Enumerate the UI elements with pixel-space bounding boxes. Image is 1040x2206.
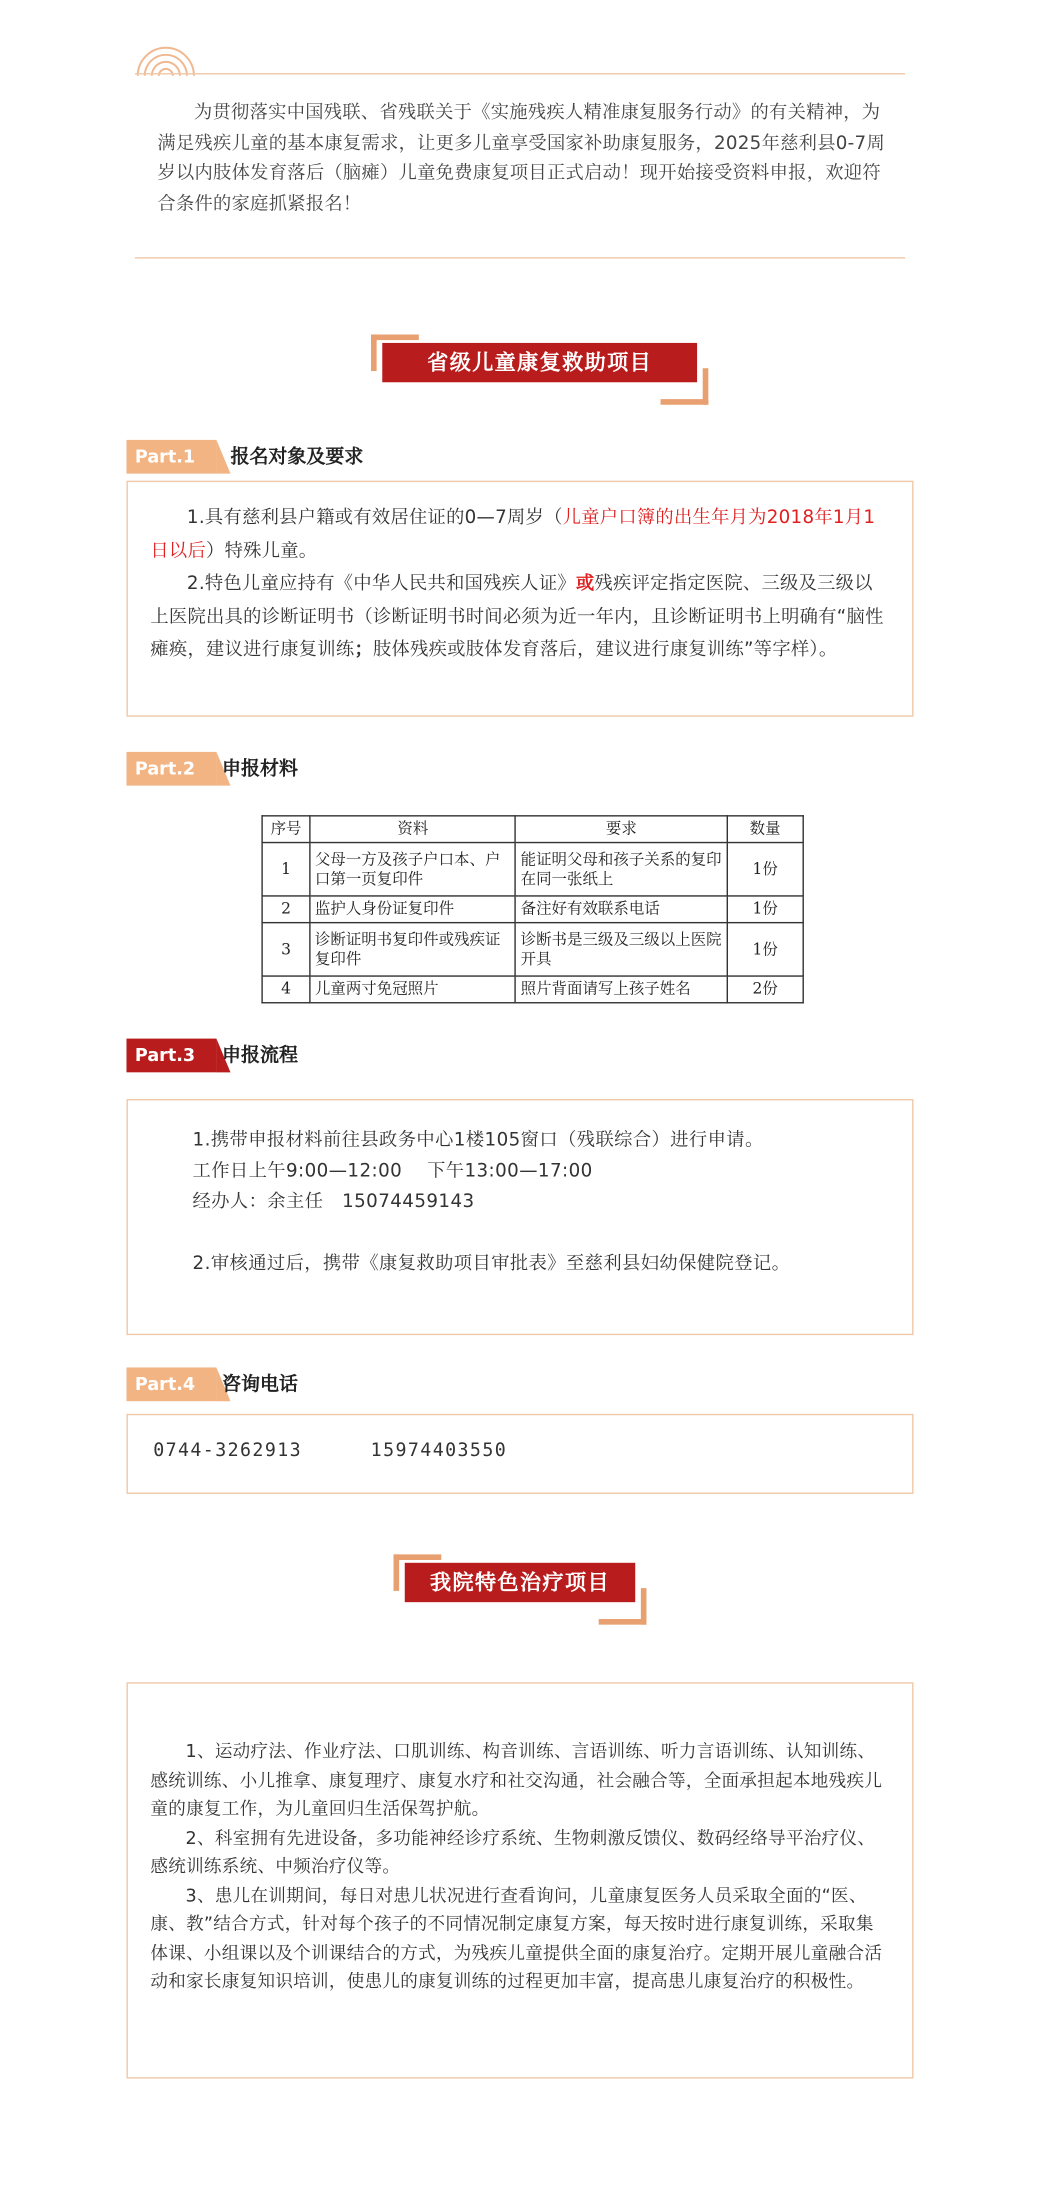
part3-tag: Part.3 [126,1039,216,1073]
table-cell: 能证明父母和孩子关系的复印在同一张纸上 [516,843,727,896]
contact-person: 经办人：余主任 15074459143 [192,1191,475,1213]
part4-title: 咨询电话 [222,1373,298,1396]
eligibility-item-2: 2.特色儿童应持有《中华人民共和国残疾人证》或残疾评定指定医院、三级及三级以上医院出具的诊断证明书（诊断证明书时间必须为近一年内，且诊断证明书上明确有“脑性瘫痪，建议进行康复训练；肢体残疾或肢体发育落后，建议进行康复训练”等字样）。 [150,573,884,661]
phone-number[interactable]: 15974403550 [370,1440,508,1462]
table-row [262,976,803,1003]
process-step-1: 1.携带申报材料前往县政务中心1楼105窗口（残联综合）进行申请。 [192,1129,764,1152]
section-title-features [394,1554,647,1624]
table-cell: 诊断证明书复印件或残疾证复印件 [310,923,516,976]
part4-header [126,1367,548,1401]
part2-header [126,752,548,786]
part1-header [126,440,548,474]
table-row [262,843,803,896]
section-title-text: 省级儿童康复救助项目 [382,343,697,382]
divider-bottom [135,257,905,258]
table-cell: 3 [262,923,310,976]
table-cell: 1份 [727,923,803,976]
part1-title: 报名对象及要求 [230,445,364,468]
process-box [126,1099,913,1335]
feature-item-2: 2、科室拥有先进设备，多功能神经诊疗系统、生物刺激反馈仪、数码经络导平治疗仪、感统训练系统、中频治疗仪等。 [150,1826,876,1877]
feature-item-3: 3、患儿在训期间，每日对患儿状况进行查看询问，儿童康复医务人员采取全面的“医、康、教”结合方式，针对每个孩子的不同情况制定康复方案，每天按时进行康复训练，采取集体课、小组课以及个训课结合的方式，为残疾儿童提供全面的康复治疗。定期开展儿童融合活动和家长康复知识培训，使患儿的康复训练的过程更加丰富，提高患儿康复治疗的积极性。 [150,1883,883,1992]
table-header-row [262,816,803,843]
column-header: 序号 [262,816,310,843]
part4-tag: Part.4 [126,1367,216,1401]
intro-paragraph: 为贯彻落实中国残联、省残联关于《实施残疾人精准康复服务行动》的有关精神，为满足残疾儿童的基本康复需求，让更多儿童享受国家补助康复服务，2025年慈利县0-7周岁以内肢体发育落后（脑瘫）儿童免费康复项目正式启动！现开始接受资料申报，欢迎符合条件的家庭抓紧报名！ [157,102,886,215]
table-row [262,923,803,976]
table-cell: 父母一方及孩子户口本、户口第一页复印件 [310,843,516,896]
column-header: 资料 [310,816,516,843]
materials-table [261,815,803,1003]
table-row [262,896,803,923]
arc-decoration-icon [135,45,197,76]
part2-tag: Part.2 [126,752,216,786]
table-cell: 1份 [727,843,803,896]
column-header: 数量 [727,816,803,843]
phone-box [126,1414,913,1494]
section-title-rescue-project [371,334,708,404]
table-cell: 诊断书是三级及三级以上医院开具 [516,923,727,976]
eligibility-item-1: 1.具有慈利县户籍或有效居住证的0—7周岁（儿童户口簿的出生年月为2018年1月1日以后）特殊儿童。 [150,507,876,562]
table-cell: 1 [262,843,310,896]
section-title-text: 我院特色治疗项目 [405,1563,635,1602]
phone-number[interactable]: 0744-3262913 [153,1440,303,1462]
table-cell: 1份 [727,896,803,923]
table-cell: 2 [262,896,310,923]
feature-item-1: 1、运动疗法、作业疗法、口肌训练、构音训练、言语训练、听力言语训练、认知训练、感统训练、小儿推拿、康复理疗、康复水疗和社交沟通，社会融合等，全面承担起本地残疾儿童的康复工作，为儿童回归生活保驾护航。 [150,1739,883,1819]
features-box [126,1682,913,2078]
table-cell: 备注好有效联系电话 [516,896,727,923]
table-cell: 2份 [727,976,803,1003]
eligibility-box [126,481,913,717]
part2-title: 申报材料 [222,757,298,780]
table-cell: 监护人身份证复印件 [310,896,516,923]
table-cell: 4 [262,976,310,1003]
divider-top [135,73,905,74]
working-hours: 工作日上午9:00—12:00 下午13:00—17:00 [192,1160,593,1182]
part3-header [126,1039,548,1073]
table-cell: 儿童两寸免冠照片 [310,976,516,1003]
part3-title: 申报流程 [222,1044,298,1067]
column-header: 要求 [516,816,727,843]
process-step-2: 2.审核通过后，携带《康复救助项目审批表》至慈利县妇幼保健院登记。 [192,1253,791,1275]
part1-tag: Part.1 [126,440,216,474]
table-cell: 照片背面请写上孩子姓名 [516,976,727,1003]
